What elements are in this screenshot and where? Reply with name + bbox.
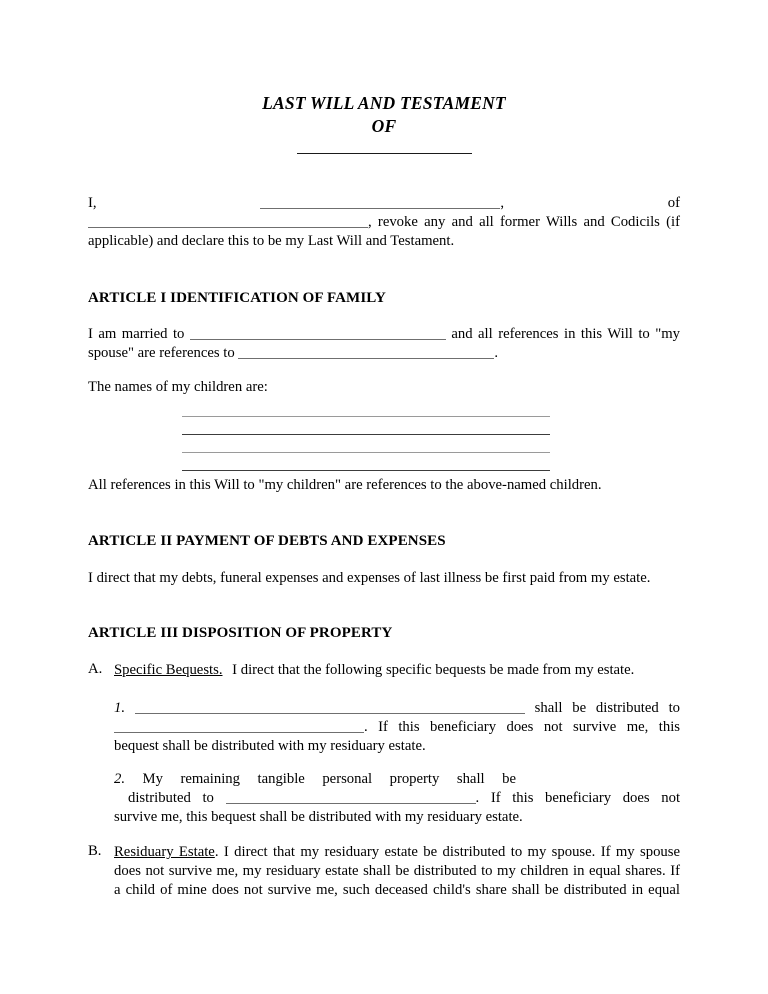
item-b-line-3: a child of mine does not survive me, such deceased child's share shall be distributed in equal (114, 882, 680, 898)
bequest-2-line-3: survive me, this bequest shall be distributed with my residuary estate. (114, 809, 523, 825)
testator-name-blank (297, 153, 472, 154)
testator-name-field: , (260, 195, 504, 211)
child-name-line-4 (182, 453, 550, 471)
bequest-2-marker: 2. (114, 771, 126, 787)
child-name-line-2 (182, 417, 550, 435)
marriage-line-1: I am married to and all references in this Will to "my (88, 326, 680, 342)
children-name-blanks (88, 399, 680, 471)
item-a-marker: A. (88, 661, 103, 677)
bequest-1 (114, 699, 680, 756)
spouse-name-line-2 (238, 345, 494, 359)
article-2-heading: ARTICLE II PAYMENT OF DEBTS AND EXPENSES (88, 533, 446, 549)
item-b-marker: B. (88, 843, 102, 859)
children-intro: The names of my children are: (88, 379, 268, 395)
item-b-line-2: does not survive me, my residuary estate shall be distributed to my children in equal shares. If (114, 863, 680, 879)
testator-name-line (260, 195, 500, 209)
item-b-line-1: Residuary Estate. I direct that my residuary estate be distributed to my spouse. If my spouse (114, 844, 680, 860)
bequest-1-marker: 1. (114, 700, 126, 716)
bequest-2-beneficiary-line (226, 790, 476, 804)
item-b-label-group: Residuary Estate. (114, 844, 219, 860)
testator-city-field: , revoke any and all former Wills and Codicils (if (88, 214, 680, 230)
document-title (88, 92, 680, 138)
bequest-1-beneficiary-line (114, 719, 364, 733)
bequest-1-property-line (135, 700, 525, 714)
testator-city-line (88, 214, 368, 228)
bequest-2 (114, 770, 680, 827)
opening-line-3: applicable) and declare this to be my Last Will and Testament. (88, 233, 455, 249)
bequest-1-line-3: bequest shall be distributed with my residuary estate. (114, 738, 426, 754)
bequest-2-beneficiary-field: to . (202, 790, 480, 806)
bequest-1-line-2: . If this beneficiary does not survive me, this (114, 718, 680, 737)
children-note: All references in this Will to "my children" are references to the above-named children. (88, 477, 602, 493)
opening-paragraph (88, 194, 680, 251)
document-title-line2: OF (371, 116, 397, 136)
opening-text: I, (88, 195, 97, 211)
child-name-line-1 (182, 399, 550, 417)
item-b-label: Residuary Estate (114, 844, 215, 860)
marriage-line-2: spouse" are references to . (88, 345, 499, 361)
item-b-residuary-estate (88, 843, 680, 900)
opening-line-2 (88, 213, 680, 232)
opening-of: of (667, 195, 680, 211)
bequest-1-beneficiary-field: . (114, 719, 368, 735)
bequest-1-line-1: 1. shall be distributed to (114, 700, 680, 716)
child-name-line-3 (182, 435, 550, 453)
bequest-2-line-2: distributed to . If this beneficiary does not (128, 790, 681, 806)
marriage-paragraph (88, 325, 680, 363)
document-title-line1: LAST WILL AND TESTAMENT (262, 93, 506, 113)
article-3-heading: ARTICLE III DISPOSITION OF PROPERTY (88, 625, 393, 641)
opening-line-1 (88, 194, 680, 213)
item-a-specific-bequests (88, 661, 680, 680)
debts-paragraph: I direct that my debts, funeral expenses and expenses of last illness be first paid from my estate. (88, 570, 651, 586)
article-1-heading: ARTICLE I IDENTIFICATION OF FAMILY (88, 290, 386, 306)
item-a-label: Specific Bequests. (114, 662, 223, 678)
spouse-name-field-2: . (238, 345, 498, 361)
spouse-name-line-1 (190, 326, 446, 340)
item-a-line: Specific Bequests. I direct that the following specific bequests be made from my estate. (114, 662, 635, 678)
bequest-2-line-1: 2. My remaining tangible personal property shall be (114, 771, 516, 787)
